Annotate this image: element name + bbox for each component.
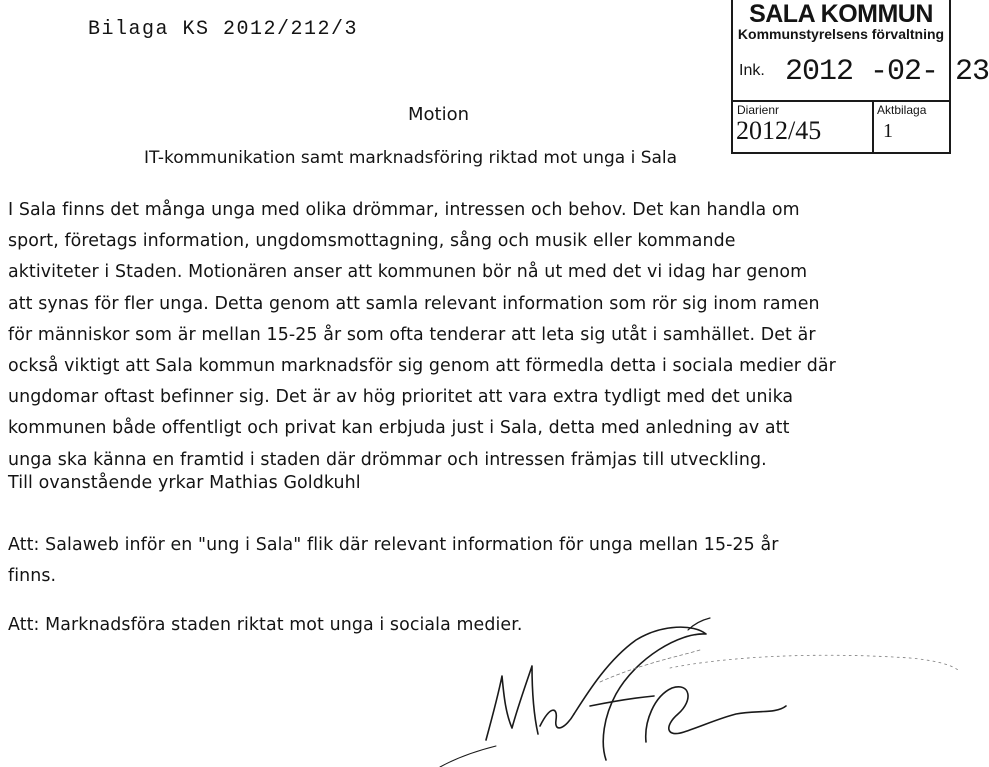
proposer-line: Till ovanstående yrkar Mathias Goldkuhl xyxy=(8,473,361,493)
stamp-divider xyxy=(733,100,949,102)
body-line: unga ska känna en framtid i staden där drömmar och intressen främjas till utveckling. xyxy=(8,449,767,470)
resolution-line: finns. xyxy=(8,566,57,587)
body-line: för människor som är mellan 15-25 år som ofta tenderar att leta sig utåt i samhället. Det är xyxy=(8,324,816,345)
body-line: aktiviteter i Staden. Motionären anser att kommunen bör nå ut med det vi idag har genom xyxy=(8,262,808,283)
stamp-organization: SALA KOMMUN xyxy=(749,0,933,28)
resolution-line: Att: Marknadsföra staden riktat mot unga i sociala medier. xyxy=(8,615,523,635)
stamp-received-label: Ink. xyxy=(739,62,765,79)
stamp-received-date: 2012 -02- 23 xyxy=(785,55,989,89)
stamp-column-divider xyxy=(872,100,874,154)
stamp-department: Kommunstyrelsens förvaltning xyxy=(737,26,945,42)
stamp-diary-number: 2012/45 xyxy=(736,116,822,145)
body-line: ungdomar oftast befinner sig. Det är av hög prioritet att vara extra tydligt med det unika xyxy=(8,387,794,408)
body-line: att synas för fler unga. Detta genom att samla relevant information som rör sig inom ramen xyxy=(8,293,820,314)
body-line: kommunen både offentligt och privat kan erbjuda just i Sala, detta med anledning av att xyxy=(8,418,790,439)
page-subtitle: IT-kommunikation samt marknadsföring riktad mot unga i Sala xyxy=(144,148,678,168)
resolution-line: Att: Salaweb inför en "ung i Sala" flik där relevant information för unga mellan 15-25 år xyxy=(8,535,779,555)
registration-stamp xyxy=(731,0,989,154)
stamp-attachment-number: 1 xyxy=(883,120,893,142)
resolution-1 xyxy=(8,530,908,592)
proposer-paragraph xyxy=(8,468,908,499)
body-line: I Sala finns det många unga med olika drömmar, intressen och behov. Det kan handla om xyxy=(8,200,800,220)
stamp-attachment-label: Aktbilaga xyxy=(877,103,927,117)
body-line: sport, företags information, ungdomsmottagning, sång och musik eller kommande xyxy=(8,231,736,252)
stamp-diary-label: Diarienr xyxy=(737,103,780,117)
motion-body xyxy=(8,195,908,476)
signature-icon xyxy=(440,610,960,767)
document-reference: Bilaga KS 2012/212/3 xyxy=(88,18,359,41)
page-title: Motion xyxy=(408,104,470,125)
body-line: också viktigt att Sala kommun marknadsför sig genom att förmedla detta i sociala medier där xyxy=(8,356,836,377)
